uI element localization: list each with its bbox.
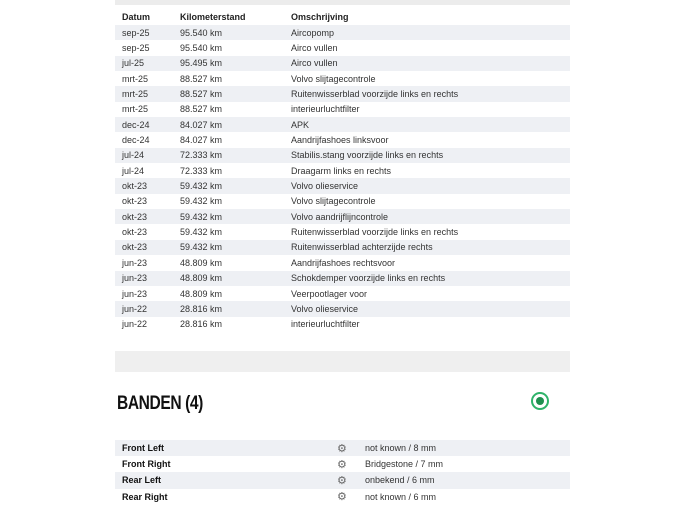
table-row	[115, 40, 570, 55]
tire-value: Bridgestone / 7 mm	[365, 459, 444, 470]
history-date-cell: okt-23	[115, 209, 180, 224]
history-header-row	[115, 9, 570, 25]
history-date-cell: jul-25	[115, 56, 180, 71]
history-km-cell: 59.432 km	[180, 240, 291, 255]
history-date-cell: dec-24	[115, 117, 180, 132]
history-km-cell: 88.527 km	[180, 104, 223, 115]
history-description-cell: interieurluchtfilter	[291, 104, 360, 115]
history-description-cell: Draagarm links en rechts	[291, 165, 392, 176]
history-date-cell: jun-22	[115, 301, 180, 316]
history-date-cell: mrt-25	[122, 73, 149, 84]
history-date-cell: sep-25	[122, 43, 150, 54]
tire-position: Rear Right	[122, 491, 168, 502]
tire-row	[115, 472, 570, 488]
history-description-cell: Ruitenwisserblad voorzijde links en rechts	[291, 227, 459, 238]
tire-position: Front Left	[115, 440, 337, 456]
table-row	[115, 301, 570, 316]
history-description-cell: Airco vullen	[291, 56, 570, 71]
history-date-cell: jul-24	[115, 148, 180, 163]
header-km: Kilometerstand	[180, 12, 246, 22]
history-km-cell: 28.816 km	[180, 301, 291, 316]
history-date-cell: mrt-25	[115, 86, 180, 101]
history-date-cell: okt-23	[122, 227, 148, 238]
history-description-cell: Veerpootlager voor	[291, 288, 368, 299]
history-table	[115, 9, 570, 332]
history-description-cell: Schokdemper voorzijde links en rechts	[291, 271, 570, 286]
history-date-cell: sep-25	[115, 25, 180, 40]
history-km-cell: 59.432 km	[180, 178, 291, 193]
table-row	[115, 86, 570, 101]
tire-value: not known / 6 mm	[365, 491, 437, 502]
history-km-cell: 48.809 km	[180, 288, 223, 299]
history-km-cell: 28.816 km	[180, 319, 223, 330]
tire-position: Rear Left	[115, 472, 337, 488]
gear-icon: ⚙	[337, 440, 365, 456]
tire-icon	[531, 392, 549, 410]
tire-value: onbekend / 6 mm	[365, 472, 570, 488]
history-description-cell: Aandrijfashoes linksvoor	[291, 135, 389, 146]
history-date-cell: okt-23	[115, 178, 180, 193]
tires-section-title: BANDEN (4)	[117, 393, 203, 414]
table-row	[115, 209, 570, 224]
history-km-cell: 88.527 km	[180, 86, 291, 101]
history-description-cell: Volvo aandrijflijncontrole	[291, 209, 570, 224]
history-date-cell: okt-23	[115, 240, 180, 255]
history-km-cell: 48.809 km	[180, 257, 223, 268]
history-km-cell: 84.027 km	[180, 117, 291, 132]
history-description-cell: Volvo olieservice	[291, 301, 570, 316]
table-row	[115, 56, 570, 71]
history-km-cell: 72.333 km	[180, 148, 291, 163]
table-row	[115, 194, 570, 209]
gear-icon: ⚙	[337, 472, 365, 488]
tire-position: Front Right	[122, 459, 171, 470]
history-km-cell: 95.540 km	[180, 43, 223, 54]
table-row	[115, 102, 570, 117]
history-date-cell: dec-24	[122, 135, 150, 146]
table-row	[115, 117, 570, 132]
history-km-cell: 59.432 km	[180, 196, 223, 207]
top-divider	[115, 0, 570, 5]
gear-icon: ⚙	[337, 458, 347, 471]
history-km-cell: 95.495 km	[180, 56, 291, 71]
history-description-cell: Aircopomp	[291, 25, 570, 40]
history-footer-bar	[115, 351, 570, 372]
history-date-cell: mrt-25	[122, 104, 149, 115]
history-km-cell: 84.027 km	[180, 135, 223, 146]
table-row	[115, 71, 570, 86]
tires-table	[115, 440, 570, 505]
table-row	[115, 224, 570, 239]
header-date: Datum	[122, 12, 151, 22]
history-description-cell: Volvo olieservice	[291, 178, 570, 193]
history-date-cell: jun-23	[122, 257, 148, 268]
header-description: Omschrijving	[291, 12, 349, 22]
history-date-cell: jul-24	[122, 165, 145, 176]
tire-row	[115, 456, 570, 472]
history-description-cell: Ruitenwisserblad voorzijde links en rechts	[291, 86, 570, 101]
table-row	[115, 163, 570, 178]
history-km-cell: 88.527 km	[180, 73, 223, 84]
history-km-cell: 59.432 km	[180, 227, 223, 238]
history-description-cell: Volvo slijtagecontrole	[291, 73, 376, 84]
table-row	[115, 271, 570, 286]
table-row	[115, 148, 570, 163]
history-km-cell: 48.809 km	[180, 271, 291, 286]
history-km-cell: 95.540 km	[180, 25, 291, 40]
history-km-cell: 72.333 km	[180, 165, 223, 176]
tire-row	[115, 440, 570, 456]
history-description-cell: Ruitenwisserblad achterzijde rechts	[291, 240, 570, 255]
table-row	[115, 25, 570, 40]
gear-icon: ⚙	[337, 491, 347, 504]
history-date-cell: okt-23	[122, 196, 148, 207]
table-row	[115, 132, 570, 147]
table-row	[115, 178, 570, 193]
history-date-cell: jun-23	[122, 288, 148, 299]
history-description-cell: Airco vullen	[291, 43, 338, 54]
history-date-cell: jun-23	[115, 271, 180, 286]
table-row	[115, 317, 570, 332]
tire-row	[115, 489, 570, 505]
table-row	[115, 286, 570, 301]
history-date-cell: jun-22	[122, 319, 148, 330]
history-description-cell: Aandrijfashoes rechtsvoor	[291, 257, 396, 268]
table-row	[115, 240, 570, 255]
history-description-cell: Volvo slijtagecontrole	[291, 196, 376, 207]
history-description-cell: interieurluchtfilter	[291, 319, 360, 330]
maintenance-history	[115, 9, 570, 332]
history-km-cell: 59.432 km	[180, 209, 291, 224]
table-row	[115, 255, 570, 270]
history-description-cell: APK	[291, 117, 570, 132]
tire-value: not known / 8 mm	[365, 440, 570, 456]
history-description-cell: Stabilis.stang voorzijde links en rechts	[291, 148, 570, 163]
